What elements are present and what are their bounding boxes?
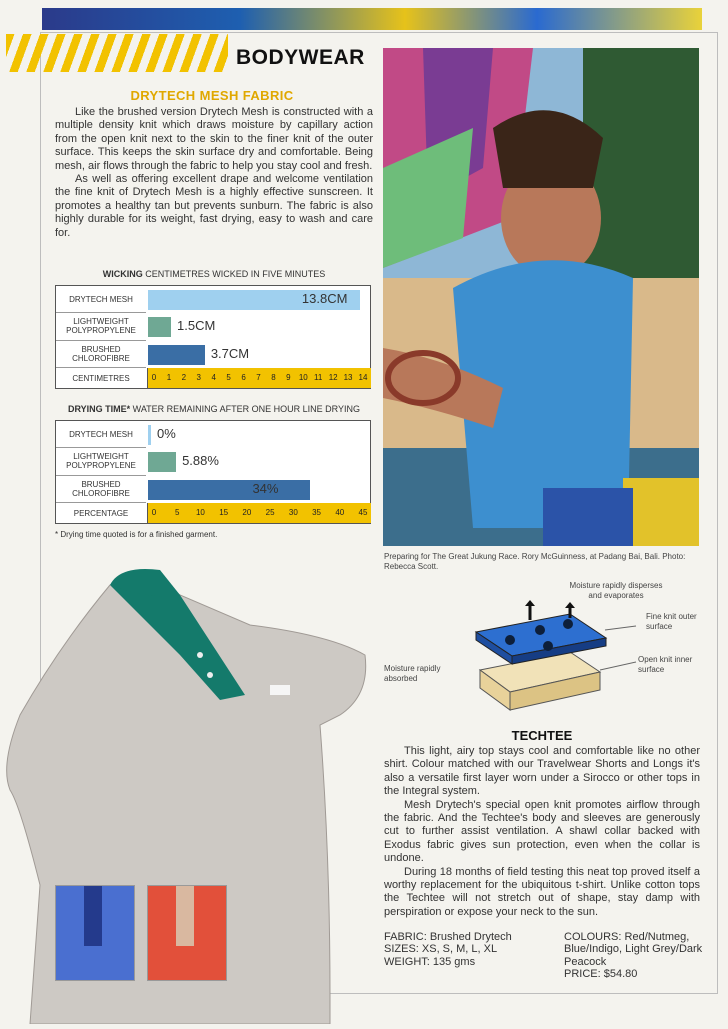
diagram-outer-label: Fine knit outer surface: [646, 612, 697, 631]
chart-bar: [148, 425, 151, 445]
colours-spec: COLOURS: Red/Nutmeg, Blue/Indigo, Light Grey/Dark Peacock: [564, 931, 703, 968]
chart-tick-label: 10: [195, 508, 205, 517]
drying-chart-title-rest: WATER REMAINING AFTER ONE HOUR LINE DRYING: [132, 404, 361, 414]
drytech-title: DRYTECH MESH FABRIC: [130, 88, 294, 103]
wicking-chart-title-bold: WICKING: [102, 269, 143, 279]
techtee-specs-left: [384, 931, 559, 968]
chart-tick-label: 1: [166, 373, 172, 382]
chart-value-label: 13.8CM: [301, 291, 348, 306]
chart-category-label: BRUSHED CHLOROFIBRE: [56, 476, 146, 503]
sailing-photo: [383, 48, 699, 546]
wicking-chart-title: [55, 269, 373, 279]
chart-tick-label: 2: [181, 373, 187, 382]
techtee-paragraph: During 18 months of field testing this neat top proved itself a worthy replacement for the ubiquitous t-shirt. Unlike cotton tops the Techtee will not stretch out of shape, stay damp with perspiration or expose your neck to the sun.: [384, 865, 700, 918]
chart-value-label: 34%: [252, 480, 279, 496]
chart-tick-label: 11: [314, 373, 323, 382]
chart-bar: [148, 317, 171, 337]
chart-tick-label: 5: [226, 373, 231, 382]
drying-chart-title-bold: DRYING TIME*: [67, 404, 131, 414]
chart-tick-label: 0: [151, 373, 157, 382]
chart-tick-label: 4: [211, 373, 216, 382]
weight-spec: WEIGHT: 135 gms: [384, 955, 476, 968]
chart-bar: [148, 452, 176, 472]
wicking-chart: [55, 285, 371, 389]
yellow-stripes-decoration: [6, 34, 228, 72]
photo-caption: Preparing for The Great Jukung Race. Rory McGuinness, at Padang Bai, Bali. Photo: Rebecca Scott.: [384, 552, 686, 571]
chart-tick-label: 12: [328, 373, 338, 382]
chart-axis-label: CENTIMETRES: [72, 373, 130, 383]
chart-bar: [148, 480, 310, 500]
chart-tick-label: 20: [242, 508, 252, 517]
chart-tick-label: 8: [271, 373, 276, 382]
techtee-body: [384, 745, 700, 919]
chart-value-label: 3.7CM: [210, 345, 250, 361]
drytech-body: [55, 106, 373, 240]
fabric-layers-diagram: [470, 600, 640, 715]
drying-chart-title: [55, 404, 373, 414]
top-photo-strip: [42, 8, 702, 30]
red-techtee-thumbnail: [147, 885, 227, 981]
chart-tick-label: 10: [298, 373, 308, 382]
chart-tick-label: 3: [196, 373, 202, 382]
techtee-paragraph: Mesh Drytech's special open knit promotes airflow through the fabric. And the Techtee's body and sleeves are generously cut to further assist ventilation. A shawl collar backed with Exodus fabric gives sun protection, even when the collar is undone.: [384, 798, 700, 865]
chart-category-label: DRYTECH MESH: [56, 421, 146, 448]
techtee-specs-right: [564, 931, 704, 981]
wicking-chart-title-rest: CENTIMETRES WICKED IN FIVE MINUTES: [145, 269, 326, 279]
techtee-paragraph: This light, airy top stays cool and comfortable like no other shirt. Colour matched with our Travelwear Shorts and Longs it's also a versatile first layer worn under a Sirocco or other tops in the Integral system.: [384, 745, 700, 798]
chart-tick-label: 25: [265, 508, 275, 517]
chart-axis-label: PERCENTAGE: [73, 508, 129, 518]
techtee-title: TECHTEE: [511, 728, 573, 743]
chart-category-label: DRYTECH MESH: [56, 286, 146, 313]
techtee-product-image: [0, 555, 380, 1024]
chart-tick-label: 15: [219, 508, 229, 517]
chart-value-label: 5.88%: [182, 453, 219, 469]
drying-chart: [55, 420, 371, 524]
drytech-paragraph: Like the brushed version Drytech Mesh is constructed with a multiple density knit which draws moisture by capillary action from the open knit next to the skin to the finer knit of the outer surface. This keeps the skin surface dry and comfortable. Being mesh, air flows through the fabric to help you stay cool and fresh.: [55, 106, 373, 172]
chart-bar: [148, 345, 205, 365]
blue-techtee-thumbnail: [55, 885, 135, 981]
price-spec: PRICE: $54.80: [564, 968, 638, 981]
chart-tick-label: 13: [343, 373, 353, 382]
chart-tick-label: 0: [151, 508, 157, 517]
chart-category-label: LIGHTWEIGHT POLYPROPYLENE: [56, 313, 146, 340]
sizes-spec: SIZES: XS, S, M, L, XL: [384, 943, 498, 956]
chart-tick-label: 45: [358, 508, 368, 517]
chart-tick-label: 40: [335, 508, 345, 517]
chart-value-label: 0%: [157, 426, 176, 441]
chart-value-label: 1.5CM: [177, 318, 216, 334]
diagram-inner-label: Open knit inner surface: [638, 655, 693, 674]
footnote: * Drying time quoted is for a finished garment.: [55, 530, 218, 539]
chart-axis: [147, 503, 371, 523]
chart-tick-label: 5: [174, 508, 180, 517]
diagram-absorbed-label: Moisture rapidly absorbed: [384, 664, 441, 683]
chart-category-label: LIGHTWEIGHT POLYPROPYLENE: [56, 448, 146, 475]
drytech-paragraph: As well as offering excellent drape and welcome ventilation the fine knit of Drytech Mesh is a highly effective sunscreen. It promotes a healthy tan but prevents sunburn. The fabric is also highly durable for its weight, fast drying, easy to wash and care for.: [55, 173, 373, 239]
chart-tick-label: 6: [241, 373, 246, 382]
chart-tick-label: 30: [288, 508, 298, 517]
fabric-spec: FABRIC: Brushed Drytech: [384, 931, 512, 943]
section-title: BODYWEAR: [236, 46, 365, 69]
diagram-top-label: Moisture rapidly disperses and evaporates: [569, 581, 663, 600]
chart-axis: [147, 368, 371, 388]
chart-tick-label: 9: [286, 373, 291, 382]
chart-tick-label: 7: [256, 373, 261, 382]
chart-tick-label: 14: [358, 373, 368, 382]
chart-category-label: BRUSHED CHLOROFIBRE: [56, 341, 146, 368]
chart-tick-label: 35: [312, 508, 321, 517]
